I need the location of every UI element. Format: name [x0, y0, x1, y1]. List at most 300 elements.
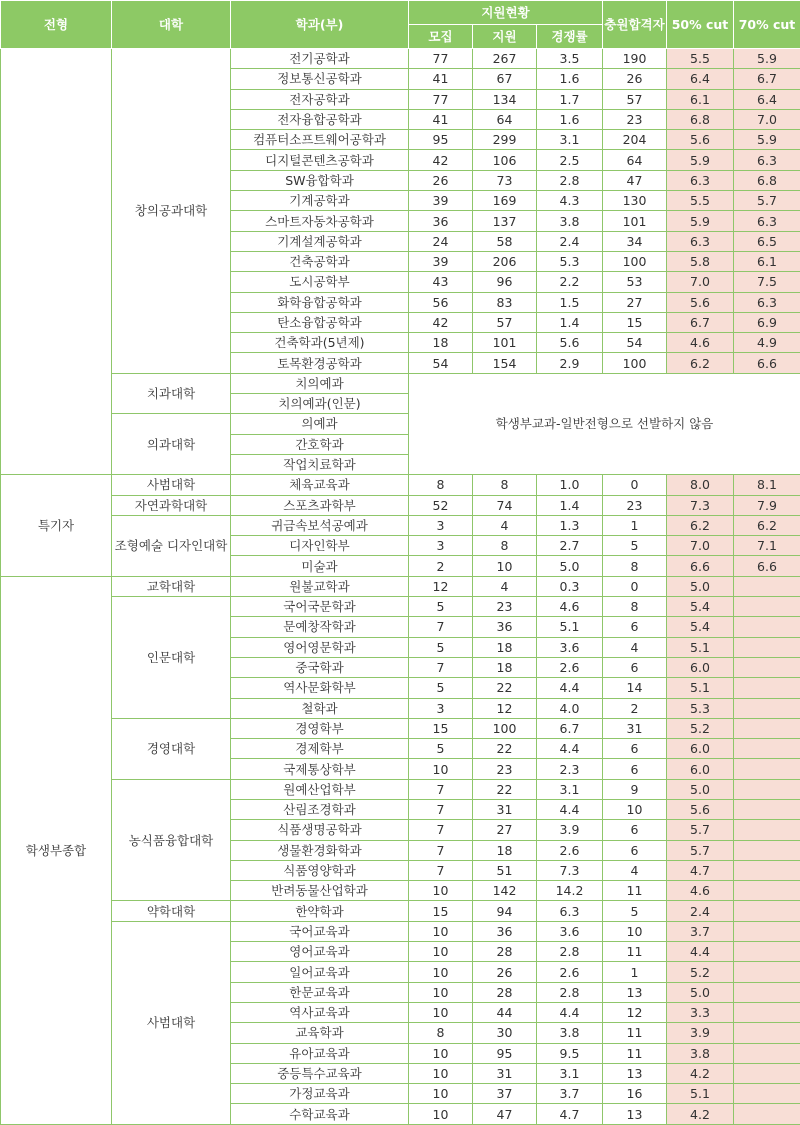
department-cell: 화학융합공학과 [231, 292, 409, 312]
recruit-cell: 7 [409, 779, 473, 799]
cut50-cell: 5.7 [667, 820, 734, 840]
table-row [1, 576, 800, 596]
applied-cell: 18 [473, 637, 537, 657]
cut70-cell: 6.3 [734, 211, 800, 231]
cut70-cell: 7.9 [734, 495, 800, 515]
competition-cell: 4.4 [537, 678, 603, 698]
cut50-cell: 5.1 [667, 637, 734, 657]
additional-pass-cell: 26 [603, 69, 667, 89]
applied-cell: 36 [473, 921, 537, 941]
department-cell: 경영학부 [231, 718, 409, 738]
cut50-cell: 5.0 [667, 982, 734, 1002]
cut50-cell: 4.6 [667, 881, 734, 901]
cut70-cell [734, 1063, 800, 1083]
department-cell: 역사교육과 [231, 1002, 409, 1022]
additional-pass-cell: 10 [603, 799, 667, 819]
additional-pass-cell: 0 [603, 576, 667, 596]
department-cell: 컴퓨터소프트웨어공학과 [231, 130, 409, 150]
recruit-cell: 3 [409, 698, 473, 718]
additional-pass-cell: 16 [603, 1084, 667, 1104]
recruit-cell: 42 [409, 312, 473, 332]
competition-cell: 2.8 [537, 170, 603, 190]
additional-pass-cell: 130 [603, 191, 667, 211]
applied-cell: 94 [473, 901, 537, 921]
cut50-cell: 3.9 [667, 1023, 734, 1043]
department-cell: 문예창작학과 [231, 617, 409, 637]
additional-pass-cell: 4 [603, 860, 667, 880]
cut50-cell: 5.5 [667, 191, 734, 211]
college-cell: 농식품융합대학 [112, 779, 231, 901]
additional-pass-cell: 0 [603, 475, 667, 495]
department-cell: 치의예과 [231, 373, 409, 393]
additional-pass-cell: 54 [603, 333, 667, 353]
header-type: 전형 [1, 1, 112, 49]
additional-pass-cell: 8 [603, 556, 667, 576]
competition-cell: 9.5 [537, 1043, 603, 1063]
competition-cell: 4.4 [537, 799, 603, 819]
additional-pass-cell: 27 [603, 292, 667, 312]
competition-cell: 1.4 [537, 312, 603, 332]
competition-cell: 3.1 [537, 779, 603, 799]
cut50-cell: 4.6 [667, 333, 734, 353]
additional-pass-cell: 1 [603, 962, 667, 982]
recruit-cell: 56 [409, 292, 473, 312]
additional-pass-cell: 13 [603, 1063, 667, 1083]
recruit-cell: 10 [409, 962, 473, 982]
competition-cell: 2.8 [537, 942, 603, 962]
cut50-cell: 7.3 [667, 495, 734, 515]
recruit-cell: 7 [409, 860, 473, 880]
department-cell: 영어영문학과 [231, 637, 409, 657]
header-cut50: 50% cut [667, 1, 734, 49]
cut50-cell: 6.7 [667, 312, 734, 332]
cut50-cell: 6.3 [667, 170, 734, 190]
department-cell: 탄소융합공학과 [231, 312, 409, 332]
department-cell: 정보통신공학과 [231, 69, 409, 89]
additional-pass-cell: 11 [603, 881, 667, 901]
header-college: 대학 [112, 1, 231, 49]
department-cell: 경제학부 [231, 739, 409, 759]
department-cell: 수학교육과 [231, 1104, 409, 1124]
recruit-cell: 3 [409, 515, 473, 535]
department-cell: 산림조경학과 [231, 799, 409, 819]
recruit-cell: 43 [409, 272, 473, 292]
recruit-cell: 7 [409, 799, 473, 819]
cut70-cell: 6.5 [734, 231, 800, 251]
cut70-cell [734, 617, 800, 637]
cut50-cell: 5.1 [667, 1084, 734, 1104]
cut70-cell [734, 840, 800, 860]
applied-cell: 37 [473, 1084, 537, 1104]
recruit-cell: 5 [409, 739, 473, 759]
applied-cell: 51 [473, 860, 537, 880]
department-cell: 가정교육과 [231, 1084, 409, 1104]
additional-pass-cell: 204 [603, 130, 667, 150]
header-cut70: 70% cut [734, 1, 800, 49]
cut50-cell: 3.7 [667, 921, 734, 941]
recruit-cell: 8 [409, 1023, 473, 1043]
department-cell: 스포츠과학부 [231, 495, 409, 515]
department-cell: 체육교육과 [231, 475, 409, 495]
additional-pass-cell: 4 [603, 637, 667, 657]
department-cell: 생물환경화학과 [231, 840, 409, 860]
recruit-cell: 7 [409, 820, 473, 840]
applied-cell: 4 [473, 515, 537, 535]
competition-cell: 5.6 [537, 333, 603, 353]
additional-pass-cell: 15 [603, 312, 667, 332]
applied-cell: 31 [473, 799, 537, 819]
header-department: 학과(부) [231, 1, 409, 49]
cut70-cell [734, 1104, 800, 1124]
additional-pass-cell: 57 [603, 89, 667, 109]
cut70-cell [734, 698, 800, 718]
cut50-cell: 5.4 [667, 597, 734, 617]
applied-cell: 101 [473, 333, 537, 353]
applied-cell: 8 [473, 475, 537, 495]
recruit-cell: 95 [409, 130, 473, 150]
table-row [1, 49, 800, 69]
cut50-cell: 5.6 [667, 130, 734, 150]
additional-pass-cell: 190 [603, 49, 667, 69]
department-cell: 원예산업학부 [231, 779, 409, 799]
cut50-cell: 5.6 [667, 292, 734, 312]
cut50-cell: 3.3 [667, 1002, 734, 1022]
applied-cell: 95 [473, 1043, 537, 1063]
competition-cell: 3.5 [537, 49, 603, 69]
cut50-cell: 5.5 [667, 49, 734, 69]
recruit-cell: 52 [409, 495, 473, 515]
not-selected-notice: 학생부교과-일반전형으로 선발하지 않음 [409, 373, 800, 474]
department-cell: 유아교육과 [231, 1043, 409, 1063]
competition-cell: 1.5 [537, 292, 603, 312]
cut70-cell [734, 718, 800, 738]
department-cell: 국어교육과 [231, 921, 409, 941]
additional-pass-cell: 5 [603, 901, 667, 921]
competition-cell: 2.6 [537, 657, 603, 677]
department-cell: 국제통상학부 [231, 759, 409, 779]
additional-pass-cell: 11 [603, 1023, 667, 1043]
college-cell: 인문대학 [112, 597, 231, 719]
college-cell: 자연과학대학 [112, 495, 231, 515]
recruit-cell: 41 [409, 69, 473, 89]
recruit-cell: 39 [409, 251, 473, 271]
header-recruit: 모집 [409, 25, 473, 49]
department-cell: 건축학과(5년제) [231, 333, 409, 353]
recruit-cell: 10 [409, 942, 473, 962]
cut70-cell: 5.9 [734, 130, 800, 150]
applied-cell: 73 [473, 170, 537, 190]
table-row [1, 921, 800, 941]
department-cell: 역사문화학부 [231, 678, 409, 698]
competition-cell: 4.4 [537, 739, 603, 759]
additional-pass-cell: 11 [603, 1043, 667, 1063]
header-applied: 지원 [473, 25, 537, 49]
cut50-cell: 5.4 [667, 617, 734, 637]
competition-cell: 2.7 [537, 536, 603, 556]
applied-cell: 64 [473, 109, 537, 129]
recruit-cell: 5 [409, 597, 473, 617]
department-cell: 디자인학부 [231, 536, 409, 556]
cut50-cell: 4.2 [667, 1063, 734, 1083]
cut50-cell: 8.0 [667, 475, 734, 495]
recruit-cell: 10 [409, 982, 473, 1002]
recruit-cell: 42 [409, 150, 473, 170]
applied-cell: 22 [473, 779, 537, 799]
applied-cell: 57 [473, 312, 537, 332]
department-cell: 작업치료학과 [231, 454, 409, 474]
competition-cell: 2.9 [537, 353, 603, 373]
recruit-cell: 26 [409, 170, 473, 190]
recruit-cell: 10 [409, 1084, 473, 1104]
competition-cell: 3.6 [537, 637, 603, 657]
applied-cell: 299 [473, 130, 537, 150]
department-cell: 기계공학과 [231, 191, 409, 211]
cut70-cell: 6.1 [734, 251, 800, 271]
recruit-cell: 10 [409, 1104, 473, 1124]
department-cell: 한약학과 [231, 901, 409, 921]
recruit-cell: 24 [409, 231, 473, 251]
applied-cell: 4 [473, 576, 537, 596]
recruit-cell: 10 [409, 1043, 473, 1063]
competition-cell: 5.0 [537, 556, 603, 576]
applied-cell: 23 [473, 597, 537, 617]
cut70-cell: 7.5 [734, 272, 800, 292]
applied-cell: 47 [473, 1104, 537, 1124]
applied-cell: 18 [473, 840, 537, 860]
department-cell: 토목환경공학과 [231, 353, 409, 373]
competition-cell: 1.4 [537, 495, 603, 515]
competition-cell: 7.3 [537, 860, 603, 880]
competition-cell: 6.7 [537, 718, 603, 738]
applied-cell: 134 [473, 89, 537, 109]
college-cell: 사범대학 [112, 921, 231, 1124]
competition-cell: 1.6 [537, 69, 603, 89]
recruit-cell: 10 [409, 1063, 473, 1083]
recruit-cell: 7 [409, 617, 473, 637]
department-cell: 중국학과 [231, 657, 409, 677]
additional-pass-cell: 13 [603, 1104, 667, 1124]
cut50-cell: 5.3 [667, 698, 734, 718]
cut70-cell: 6.6 [734, 556, 800, 576]
cut50-cell: 7.0 [667, 272, 734, 292]
college-cell: 치과대학 [112, 373, 231, 414]
competition-cell: 6.3 [537, 901, 603, 921]
competition-cell: 2.4 [537, 231, 603, 251]
recruit-cell: 36 [409, 211, 473, 231]
cut50-cell: 6.2 [667, 515, 734, 535]
header-applicants-group: 지원현황 [409, 1, 603, 25]
cut70-cell: 6.4 [734, 89, 800, 109]
cut70-cell: 6.9 [734, 312, 800, 332]
cut70-cell: 5.9 [734, 49, 800, 69]
department-cell: 식품영양학과 [231, 860, 409, 880]
department-cell: 중등특수교육과 [231, 1063, 409, 1083]
department-cell: 전기공학과 [231, 49, 409, 69]
additional-pass-cell: 6 [603, 820, 667, 840]
cut50-cell: 7.0 [667, 536, 734, 556]
competition-cell: 2.6 [537, 840, 603, 860]
admission-type-cell: 학생부종합 [1, 576, 112, 1124]
competition-cell: 0.3 [537, 576, 603, 596]
applied-cell: 22 [473, 678, 537, 698]
college-cell: 교학대학 [112, 576, 231, 596]
additional-pass-cell: 31 [603, 718, 667, 738]
cut50-cell: 6.1 [667, 89, 734, 109]
cut70-cell: 7.1 [734, 536, 800, 556]
additional-pass-cell: 8 [603, 597, 667, 617]
cut50-cell: 5.2 [667, 718, 734, 738]
cut70-cell: 6.8 [734, 170, 800, 190]
cut50-cell: 6.2 [667, 353, 734, 373]
recruit-cell: 10 [409, 881, 473, 901]
applied-cell: 67 [473, 69, 537, 89]
competition-cell: 3.6 [537, 921, 603, 941]
additional-pass-cell: 9 [603, 779, 667, 799]
college-cell: 조형예술 디자인대학 [112, 515, 231, 576]
competition-cell: 1.0 [537, 475, 603, 495]
recruit-cell: 54 [409, 353, 473, 373]
header-competition: 경쟁률 [537, 25, 603, 49]
recruit-cell: 10 [409, 1002, 473, 1022]
department-cell: 치의예과(인문) [231, 394, 409, 414]
additional-pass-cell: 10 [603, 921, 667, 941]
cut50-cell: 6.0 [667, 657, 734, 677]
competition-cell: 3.8 [537, 1023, 603, 1043]
applied-cell: 206 [473, 251, 537, 271]
competition-cell: 4.4 [537, 1002, 603, 1022]
recruit-cell: 77 [409, 49, 473, 69]
table-row [1, 515, 800, 535]
cut50-cell: 5.9 [667, 150, 734, 170]
cut70-cell [734, 799, 800, 819]
cut50-cell: 5.0 [667, 576, 734, 596]
cut70-cell [734, 657, 800, 677]
college-cell: 의과대학 [112, 414, 231, 475]
cut50-cell: 6.4 [667, 69, 734, 89]
applied-cell: 154 [473, 353, 537, 373]
cut70-cell [734, 1084, 800, 1104]
recruit-cell: 7 [409, 657, 473, 677]
recruit-cell: 10 [409, 759, 473, 779]
applied-cell: 58 [473, 231, 537, 251]
college-cell: 창의공과대학 [112, 49, 231, 374]
competition-cell: 14.2 [537, 881, 603, 901]
applied-cell: 36 [473, 617, 537, 637]
college-cell: 사범대학 [112, 475, 231, 495]
department-cell: 영어교육과 [231, 942, 409, 962]
applied-cell: 23 [473, 759, 537, 779]
recruit-cell: 10 [409, 921, 473, 941]
cut70-cell [734, 962, 800, 982]
cut50-cell: 6.0 [667, 759, 734, 779]
applied-cell: 30 [473, 1023, 537, 1043]
applied-cell: 28 [473, 942, 537, 962]
additional-pass-cell: 6 [603, 657, 667, 677]
recruit-cell: 77 [409, 89, 473, 109]
cut50-cell: 4.2 [667, 1104, 734, 1124]
recruit-cell: 41 [409, 109, 473, 129]
table-row [1, 597, 800, 617]
additional-pass-cell: 2 [603, 698, 667, 718]
college-cell: 약학대학 [112, 901, 231, 921]
cut70-cell: 6.7 [734, 69, 800, 89]
competition-cell: 1.7 [537, 89, 603, 109]
department-cell: 귀금속보석공예과 [231, 515, 409, 535]
cut70-cell: 5.7 [734, 191, 800, 211]
additional-pass-cell: 11 [603, 942, 667, 962]
table-row [1, 718, 800, 738]
applied-cell: 137 [473, 211, 537, 231]
cut70-cell [734, 820, 800, 840]
cut70-cell [734, 901, 800, 921]
recruit-cell: 2 [409, 556, 473, 576]
competition-cell: 5.3 [537, 251, 603, 271]
competition-cell: 2.5 [537, 150, 603, 170]
department-cell: 전자융합공학과 [231, 109, 409, 129]
applied-cell: 10 [473, 556, 537, 576]
department-cell: 일어교육과 [231, 962, 409, 982]
department-cell: 한문교육과 [231, 982, 409, 1002]
cut70-cell [734, 597, 800, 617]
cut50-cell: 6.3 [667, 231, 734, 251]
additional-pass-cell: 64 [603, 150, 667, 170]
department-cell: 건축공학과 [231, 251, 409, 271]
additional-pass-cell: 12 [603, 1002, 667, 1022]
table-row [1, 373, 800, 393]
cut70-cell [734, 1002, 800, 1022]
competition-cell: 2.2 [537, 272, 603, 292]
applied-cell: 26 [473, 962, 537, 982]
competition-cell: 3.1 [537, 1063, 603, 1083]
department-cell: 디지털콘텐츠공학과 [231, 150, 409, 170]
cut70-cell: 6.6 [734, 353, 800, 373]
applied-cell: 106 [473, 150, 537, 170]
recruit-cell: 8 [409, 475, 473, 495]
additional-pass-cell: 5 [603, 536, 667, 556]
recruit-cell: 15 [409, 901, 473, 921]
recruit-cell: 5 [409, 637, 473, 657]
competition-cell: 4.7 [537, 1104, 603, 1124]
cut50-cell: 5.9 [667, 211, 734, 231]
additional-pass-cell: 100 [603, 251, 667, 271]
cut50-cell: 3.8 [667, 1043, 734, 1063]
admission-type-cell [1, 49, 112, 475]
recruit-cell: 15 [409, 718, 473, 738]
cut70-cell [734, 1023, 800, 1043]
department-cell: 식품생명공학과 [231, 820, 409, 840]
recruit-cell: 12 [409, 576, 473, 596]
cut70-cell [734, 881, 800, 901]
competition-cell: 5.1 [537, 617, 603, 637]
competition-cell: 2.3 [537, 759, 603, 779]
additional-pass-cell: 23 [603, 495, 667, 515]
additional-pass-cell: 1 [603, 515, 667, 535]
competition-cell: 3.7 [537, 1084, 603, 1104]
applied-cell: 96 [473, 272, 537, 292]
header-additional-pass: 충원합격자 [603, 1, 667, 49]
department-cell: 교육학과 [231, 1023, 409, 1043]
department-cell: SW융합학과 [231, 170, 409, 190]
additional-pass-cell: 47 [603, 170, 667, 190]
competition-cell: 3.1 [537, 130, 603, 150]
cut50-cell: 5.6 [667, 799, 734, 819]
cut70-cell [734, 860, 800, 880]
department-cell: 의예과 [231, 414, 409, 434]
cut70-cell [734, 678, 800, 698]
applied-cell: 28 [473, 982, 537, 1002]
recruit-cell: 5 [409, 678, 473, 698]
competition-cell: 4.0 [537, 698, 603, 718]
